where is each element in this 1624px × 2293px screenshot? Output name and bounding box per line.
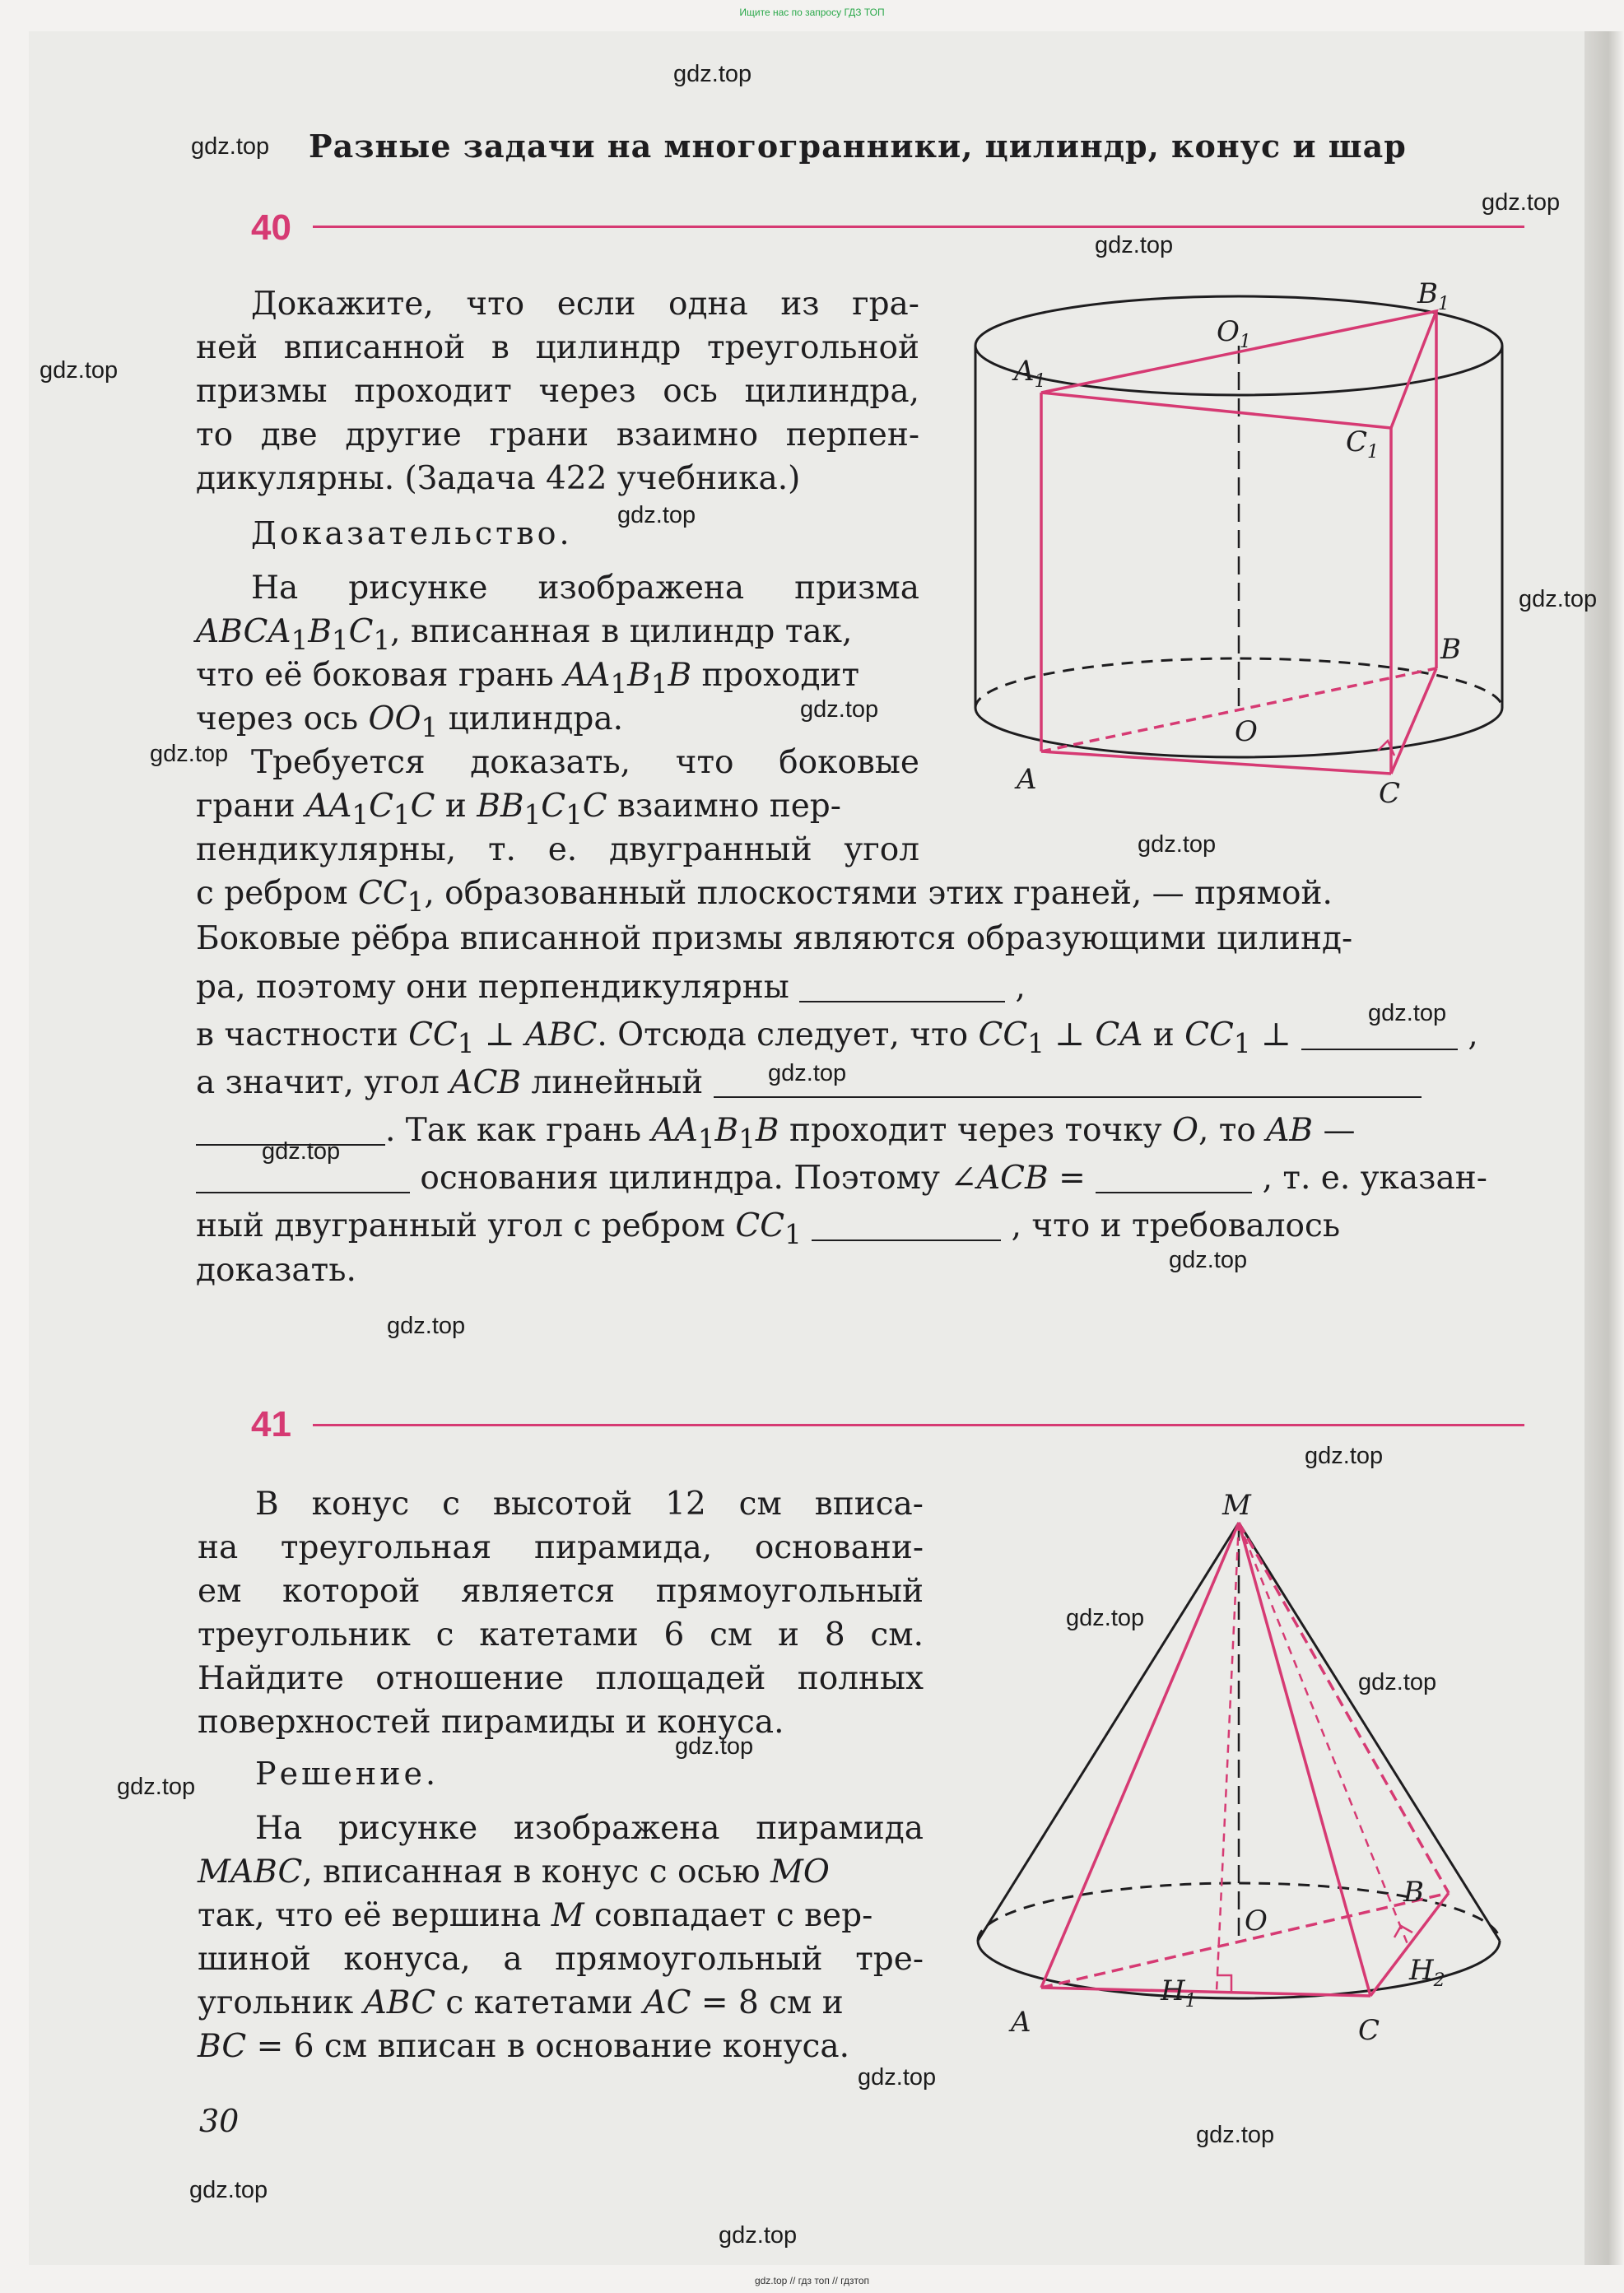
solution-line: угольник ABC с катетами AC = 8 см и — [198, 1984, 844, 2021]
task40-statement-line: Докажите, что если одна из гра- — [251, 286, 919, 323]
proof-line: ра, поэтому они перпендикулярны , — [196, 969, 1026, 1006]
label-o: O — [1235, 715, 1258, 748]
proof-line: На рисунке изображена призма — [251, 570, 919, 607]
task40-statement-line: ней вписанной в цилиндр треугольной — [196, 329, 919, 366]
right-angle-mark — [1217, 1975, 1231, 1992]
proof-line: . Так как грань $AA_1B_1B$ проходит через точку O, то AB — — [196, 1114, 1355, 1152]
task40-statement-line: дикулярны. (Задача 422 учебника.) — [196, 460, 801, 497]
label-c1: $C_1$ — [1346, 426, 1380, 463]
watermark: gdz.top — [1305, 1443, 1384, 1469]
task-rule — [313, 226, 1524, 228]
solution-line: шиной конуса, а прямоугольный тре- — [198, 1941, 924, 1978]
label-a: A — [1017, 763, 1037, 796]
pyramid-edge-mb — [1239, 1523, 1449, 1893]
task41-statement-line: поверхностей пирамиды и конуса. — [198, 1704, 784, 1741]
proof-line: пендикулярны, т. е. двугранный угол — [196, 831, 919, 868]
watermark: gdz.top — [675, 1733, 754, 1760]
watermark: gdz.top — [858, 2064, 937, 2091]
label-a1: $A_1$ — [1014, 355, 1046, 392]
task41-statement-line: Найдите отношение площадей полных — [198, 1660, 924, 1697]
task41-statement-line: В конус с высотой 12 см вписа- — [255, 1486, 924, 1523]
label-a: A — [1011, 2006, 1031, 2039]
proof-line: с ребром $CC_1$, образованный плоскостями этих граней, — прямой. — [196, 875, 1333, 918]
proof-line: основания цилиндра. Поэтому ∠ACB = , т. е. указан- — [196, 1162, 1487, 1194]
watermark: gdz.top — [1196, 2122, 1275, 2148]
proof-line: что её боковая грань $AA_1B_1B$ проходит — [196, 657, 860, 700]
label-h2: $H_2$ — [1409, 1954, 1445, 1991]
watermark: gdz.top — [150, 741, 229, 767]
watermark: gdz.top — [117, 1774, 196, 1800]
proof-line: Боковые рёбра вписанной призмы являются образующими цилинд- — [196, 920, 1353, 957]
page-number: 30 — [199, 2103, 240, 2139]
watermark: gdz.top — [40, 357, 119, 384]
proof-line: ный двугранный угол с ребром $CC_1$ , что и требовалось — [196, 1207, 1341, 1250]
label-o: O — [1245, 1905, 1268, 1937]
proof-line: $ABCA_1B_1C_1$, вписанная в цилиндр так, — [196, 613, 853, 656]
watermark: gdz.top — [1368, 1000, 1447, 1026]
task41-statement-line: ем которой является прямоугольный — [198, 1573, 924, 1610]
solution-line: MABC, вписанная в конус с осью MO — [198, 1853, 830, 1891]
page-edge — [1584, 31, 1624, 2265]
task40-statement-line: призмы проходит через ось цилиндра, — [196, 373, 919, 410]
solution-line: BC = 6 см вписан в основание конуса. — [198, 2028, 850, 2065]
watermark: gdz.top — [387, 1313, 466, 1339]
cone-pyramid-figure — [947, 1473, 1523, 2066]
watermark: gdz.top — [262, 1138, 341, 1165]
solution-heading: Решение. — [255, 1756, 440, 1792]
task-number: 40 — [251, 207, 291, 248]
watermark: gdz.top — [1066, 1605, 1145, 1631]
proof-line: через ось $OO_1$ цилиндра. — [196, 700, 624, 743]
proof-line: в частности $CC_1$ ⊥ ABC. Отсюда следует, что $CC_1$ ⊥ CA и $CC_1$ ⊥ , — [196, 1016, 1478, 1059]
section-header: Разные задачи на многогранники, цилиндр, конус и шар — [309, 128, 1407, 165]
proof-line: Требуется доказать, что боковые — [251, 744, 919, 781]
proof-line: а значит, угол ACB линейный — [196, 1067, 1422, 1099]
proof-line: грани $AA_1C_1C$ и $BB_1C_1C$ взаимно пер- — [196, 788, 841, 830]
watermark: gdz.top — [617, 502, 696, 528]
solution-line: На рисунке изображена пирамида — [255, 1810, 924, 1847]
watermark: gdz.top — [1358, 1669, 1437, 1695]
task40-statement-line: то две другие грани взаимно перпен- — [196, 416, 919, 453]
task41-statement-line: на треугольная пирамида, основани- — [198, 1529, 924, 1566]
label-h1: $H_1$ — [1161, 1974, 1197, 2012]
apothem-mh2 — [1239, 1523, 1408, 1944]
cylinder-prism-figure — [947, 263, 1523, 831]
label-o1: $O_1$ — [1217, 315, 1251, 352]
label-c: C — [1379, 777, 1401, 810]
task41-statement-line: треугольник с катетами 6 см и 8 см. — [198, 1616, 924, 1653]
watermark: gdz.top — [800, 696, 879, 723]
watermark: gdz.top — [1095, 232, 1174, 258]
cone-right-generator — [1239, 1523, 1500, 1941]
watermark: gdz.top — [768, 1060, 847, 1086]
watermark: gdz.top — [189, 2177, 268, 2203]
watermark: gdz.top — [1169, 1247, 1248, 1273]
label-b1: $B_1$ — [1417, 277, 1450, 314]
task-number: 41 — [251, 1404, 291, 1444]
top-banner: Ищите нас по запросу ГДЗ ТОП — [739, 7, 885, 18]
label-b: B — [1403, 1876, 1424, 1909]
watermark: gdz.top — [1482, 189, 1561, 216]
proof-line: доказать. — [196, 1252, 356, 1289]
label-b: B — [1440, 633, 1461, 666]
cone-left-generator — [978, 1523, 1239, 1941]
watermark: gdz.top — [719, 2222, 798, 2249]
prism-edge-cb — [1391, 668, 1436, 774]
solution-line: так, что её вершина M совпадает с вер- — [198, 1897, 873, 1934]
task-rule — [313, 1424, 1524, 1426]
bottom-banner: gdz.top // гдз топ // гдзтоп — [754, 2275, 870, 2286]
label-c: C — [1358, 2014, 1380, 2047]
watermark: gdz.top — [1519, 586, 1598, 612]
pyramid-edge-ma — [1041, 1523, 1239, 1988]
watermark: gdz.top — [673, 61, 752, 87]
watermark: gdz.top — [1138, 831, 1217, 858]
proof-heading: Доказательство. — [251, 515, 573, 551]
base-edge-ac — [1041, 1988, 1370, 1996]
watermark: gdz.top — [191, 133, 270, 160]
apothem-mh1 — [1217, 1523, 1239, 1992]
label-m: M — [1222, 1489, 1251, 1522]
